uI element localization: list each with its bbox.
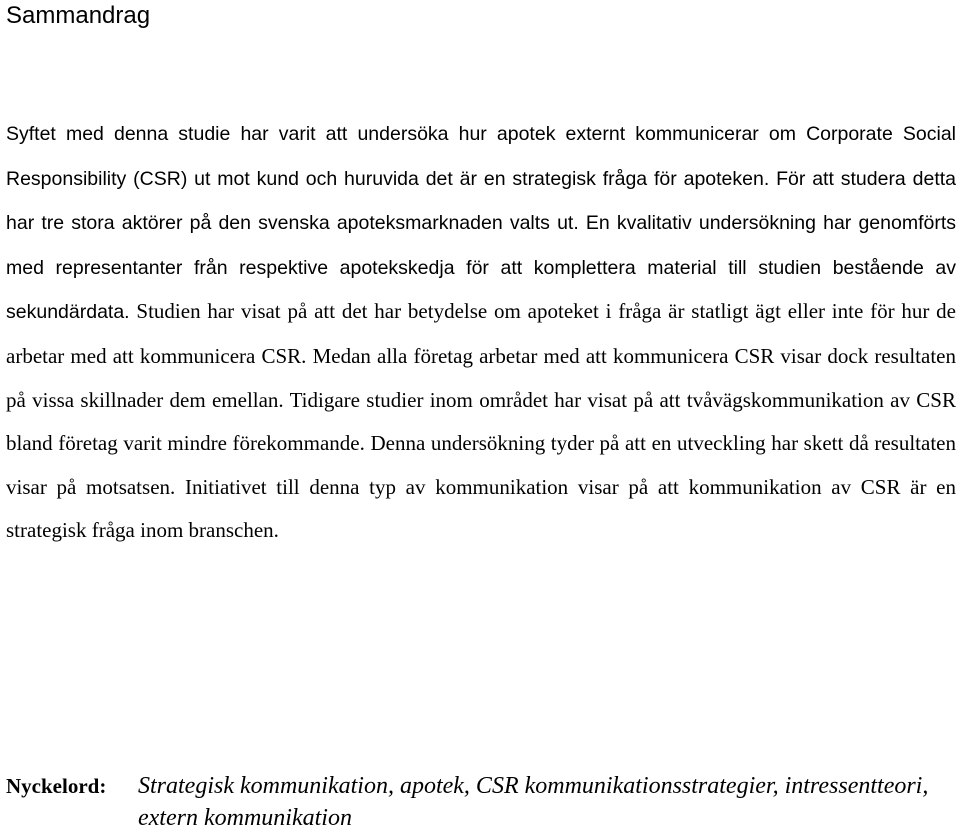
page-title: Sammandrag: [6, 2, 151, 29]
abstract-text-part-1: Syftet med denna studie har varit att undersöka hur apotek externt kommunicerar om Corporate Social Responsibility (CSR) ut mot kund och huruvida det är en strategisk fråga för apoteken. För att studera detta har tre stora aktörer på den svenska apoteksmarknaden valts ut. En kvalitativ undersökning har genomförts med representanter från respektive apotekskedja för att komplettera material till studien bestående av sekundärdata.: [6, 123, 956, 324]
abstract-text-part-2: Studien har visat på att det har betydelse om apoteket i fråga är statligt ägt eller inte för hur de arbetar med att kommunicera CSR. Medan alla företag arbetar med att kommunicera CSR visar dock resultaten på vissa skillnader dem emellan. Tidigare studier inom området har visat på att tvåvägskommunikation av CSR bland företag varit mindre förekommande. Denna undersökning tyder på att en utveckling har skett då resultaten visar på motsatsen. Initiativet till denna typ av kommunikation visar på att kommunikation av CSR är en strategisk fråga inom branschen.: [6, 299, 956, 543]
keywords-label: Nyckelord:: [6, 774, 107, 798]
keywords-list: Strategisk kommunikation, apotek, CSR kommunikationsstrategier, intressentteori, extern kommunikation: [138, 773, 929, 831]
abstract-paragraph: [6, 112, 956, 553]
